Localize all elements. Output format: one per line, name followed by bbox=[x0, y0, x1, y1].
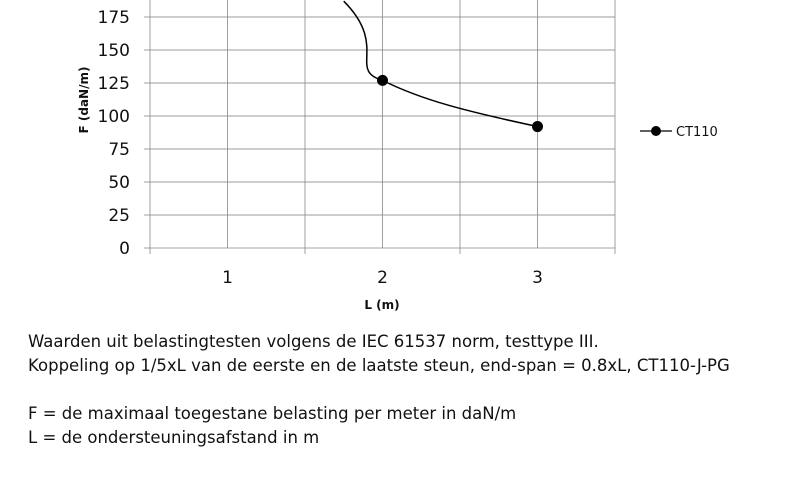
series-line-ct110 bbox=[344, 1, 538, 126]
chart-axes bbox=[144, 17, 150, 248]
note-l-definition: L = de ondersteuningsafstand in m bbox=[28, 428, 320, 447]
y-tick-label: 75 bbox=[108, 140, 130, 160]
data-point bbox=[532, 121, 543, 132]
x-axis-label: L (m) bbox=[364, 298, 400, 312]
y-tick-label: 175 bbox=[97, 8, 130, 28]
legend-label: CT110 bbox=[676, 125, 718, 140]
note-test-standard: Waarden uit belastingtesten volgens de IEC 61537 norm, testtype III. bbox=[28, 332, 599, 351]
y-tick-label: 0 bbox=[119, 239, 130, 259]
y-tick-label: 150 bbox=[97, 41, 130, 61]
chart-grid bbox=[150, 0, 615, 254]
legend-marker bbox=[651, 126, 661, 136]
x-tick-label: 2 bbox=[377, 268, 388, 288]
x-axis-tick-labels bbox=[222, 268, 543, 288]
chart-notes bbox=[28, 330, 788, 450]
y-axis-tick-labels bbox=[98, 8, 130, 259]
data-point bbox=[377, 75, 388, 86]
y-axis-label: F (daN/m) bbox=[77, 66, 91, 134]
x-tick-label: 1 bbox=[222, 268, 233, 288]
y-tick-label: 50 bbox=[108, 173, 130, 193]
y-tick-label: 125 bbox=[97, 74, 130, 94]
note-coupling: Koppeling op 1/5xL van de eerste en de laatste steun, end-span = 0.8xL, CT110-J-PG bbox=[28, 356, 730, 375]
y-tick-label: 25 bbox=[108, 206, 130, 226]
legend bbox=[640, 125, 718, 140]
x-tick-label: 3 bbox=[532, 268, 543, 288]
y-tick-label: 100 bbox=[97, 107, 130, 127]
note-f-definition: F = de maximaal toegestane belasting per meter in daN/m bbox=[28, 404, 517, 423]
